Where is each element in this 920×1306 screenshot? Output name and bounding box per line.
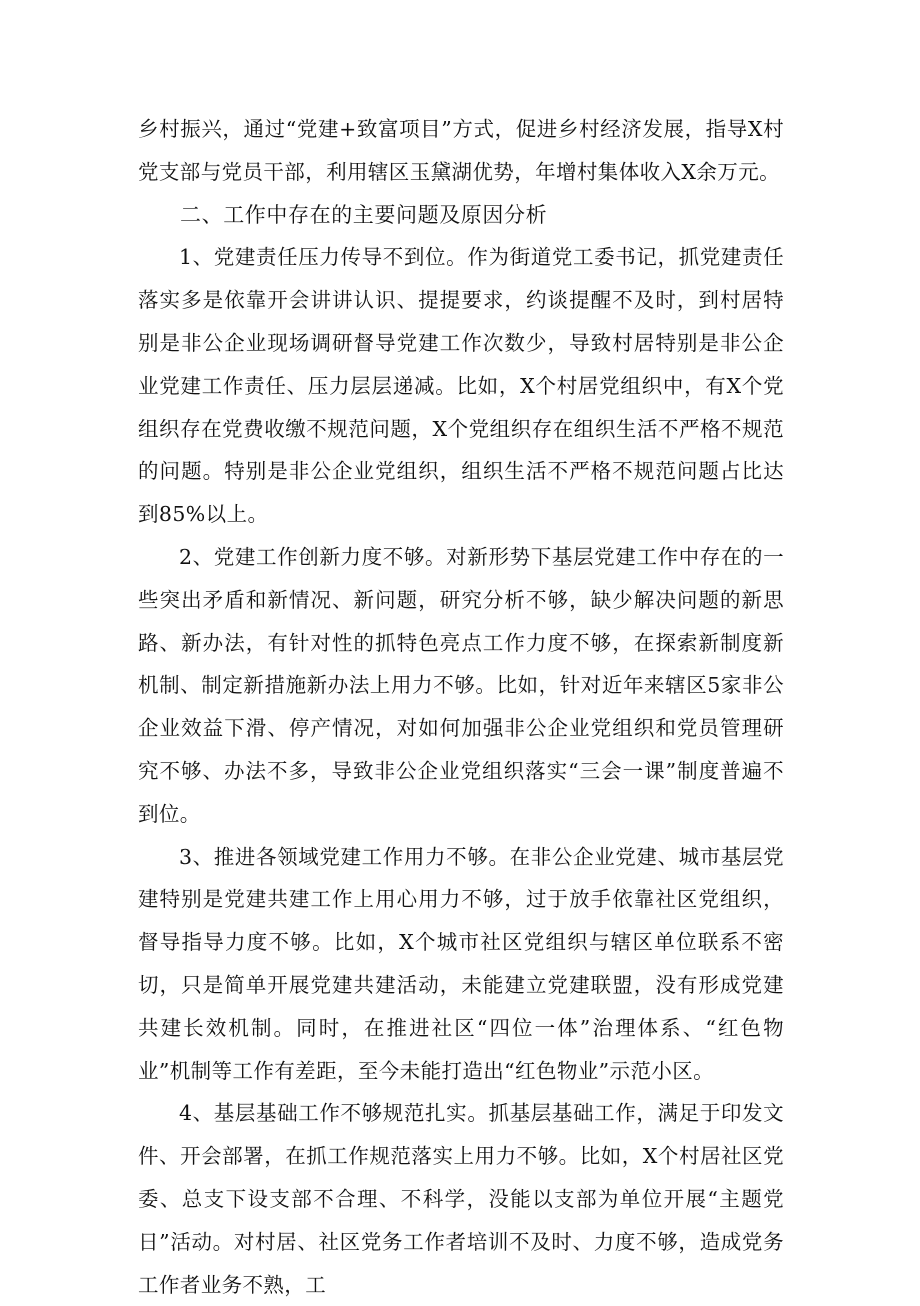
paragraph-item-1: 1、党建责任压力传导不到位。作为街道党工委书记，抓党建责任落实多是依靠开会讲讲认识、提提要求，约谈提醒不及时，到村居特别是非公企业现场调研督导党建工作次数少，导致村居特别是非公企业党建工作责任、压力层层递减。比如，X个村居党组织中，有X个党组织存在党费收缴不规范问题，X个党组织存在组织生活不严格不规范的问题。特别是非公企业党组织，组织生活不严格不规范问题占比达到85%以上。 [138, 245, 784, 527]
section-heading: 二、工作中存在的主要问题及原因分析 [180, 202, 548, 227]
paragraph-item-3: 3、推进各领域党建工作用力不够。在非公企业党建、城市基层党建特别是党建共建工作上用心用力不够，过于放手依靠社区党组织，督导指导力度不够。比如，X个城市社区党组织与辖区单位联系不密切，只是简单开展党建共建活动，未能建立党建联盟，没有形成党建共建长效机制。同时，在推进社区“四位一体”治理体系、“红色物业”机制等工作有差距，至今未能打造出“红色物业”示范小区。 [138, 844, 784, 1083]
paragraph-item-4: 4、基层基础工作不够规范扎实。抓基层基础工作，满足于印发文件、开会部署，在抓工作规范落实上用力不够。比如，X个村居社区党委、总支下设支部不合理、不科学，没能以支部为单位开展“主题党日”活动。对村居、社区党务工作者培训不及时、力度不够，造成党务工作者业务不熟，工 [138, 1101, 784, 1297]
paragraph-item-2: 2、党建工作创新力度不够。对新形势下基层党建工作中存在的一些突出矛盾和新情况、新问题，研究分析不够，缺少解决问题的新思路、新办法，有针对性的抓特色亮点工作力度不够，在探索新制度新机制、制定新措施新办法上用力不够。比如，针对近年来辖区5家非公企业效益下滑、停产情况，对如何加强非公企业党组织和党员管理研究不够、办法不多，导致非公企业党组织落实“三会一课”制度普遍不到位。 [138, 544, 784, 826]
paragraph-continuation: 乡村振兴，通过“党建+致富项目”方式，促进乡村经济发展，指导X村党支部与党员干部，利用辖区玉黛湖优势，年增村集体收入X余万元。 [138, 117, 784, 184]
